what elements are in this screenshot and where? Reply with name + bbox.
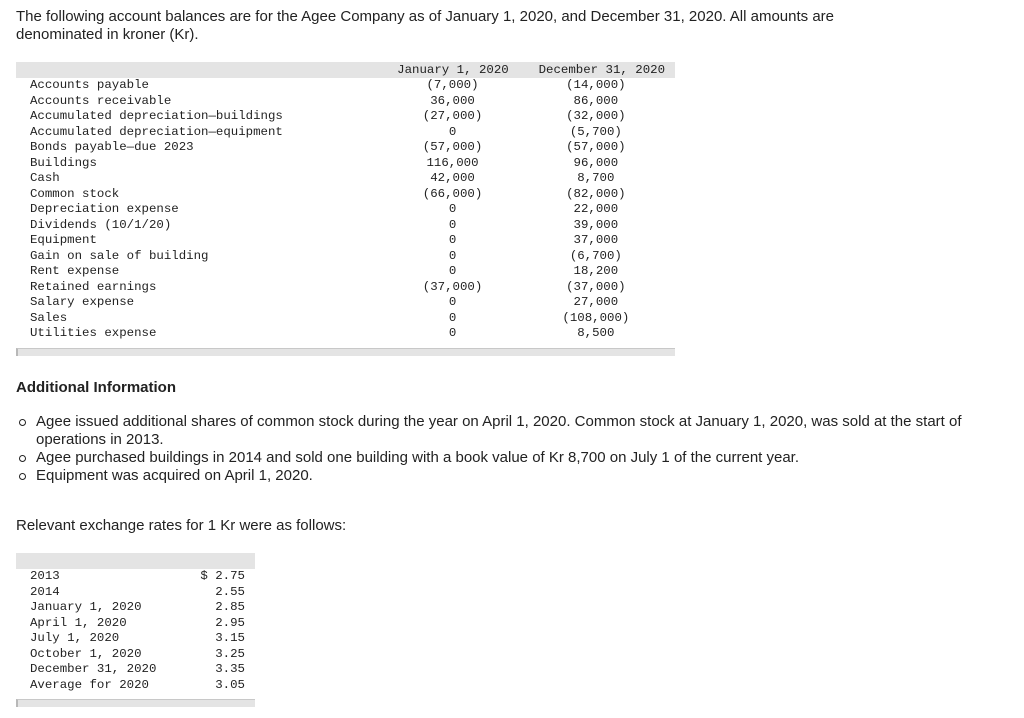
account-name: Depreciation expense <box>30 202 179 216</box>
dec-2020-balance: (14,000) <box>566 78 626 92</box>
dec-2020-balance: (82,000) <box>566 186 626 201</box>
account-name: Equipment <box>30 233 97 247</box>
jan-2020-balance: 0 <box>448 217 457 232</box>
jan-2020-balance: 0 <box>448 326 457 340</box>
jan-2020-balance: 116,000 <box>426 155 479 170</box>
rate-date: 2013 <box>30 569 60 583</box>
account-name: Accounts payable <box>30 78 149 92</box>
rate-row <box>16 569 255 585</box>
balances-table <box>16 62 675 342</box>
jan-2020-balance: 36,000 <box>430 93 475 108</box>
jan-2020-balance: 0 <box>448 295 457 309</box>
rate-date: July 1, 2020 <box>30 631 120 645</box>
balance-row <box>16 264 675 280</box>
dec-2020-balance: 86,000 <box>573 93 619 108</box>
jan-column-header: January 1, 2020 <box>388 62 516 78</box>
account-name: Rent expense <box>30 264 120 278</box>
account-name: Cash <box>30 171 60 185</box>
dec-2020-balance: 8,500 <box>577 326 615 340</box>
jan-2020-balance: 0 <box>448 310 457 325</box>
account-name: Sales <box>30 310 68 325</box>
rate-value: 2.95 <box>215 615 245 630</box>
jan-2020-balance: 0 <box>448 248 457 263</box>
jan-2020-balance: 0 <box>448 124 457 139</box>
rate-value: 2.85 <box>215 600 245 614</box>
jan-2020-balance: 42,000 <box>430 171 475 185</box>
rate-row <box>16 600 255 616</box>
rate-value: 3.35 <box>215 662 245 676</box>
account-name: Accumulated depreciation—equipment <box>30 124 283 139</box>
dec-2020-balance: (37,000) <box>566 279 626 294</box>
balance-row <box>16 202 675 218</box>
rate-date: October 1, 2020 <box>30 646 142 661</box>
dec-2020-balance: 37,000 <box>573 233 619 247</box>
balances-table-container <box>16 62 675 356</box>
dec-column-header: December 31, 2020 <box>517 62 675 78</box>
account-name: Bonds payable—due 2023 <box>30 140 194 154</box>
rate-value: $ 2.75 <box>200 569 245 583</box>
rate-date: 2014 <box>30 584 60 599</box>
intro-text: The following account balances are for the Agee Company as of January 1, 2020, and December 31, 2020. All amounts are denominated in kroner (Kr). <box>16 8 835 43</box>
balance-row <box>16 326 675 342</box>
jan-2020-balance: (27,000) <box>422 109 483 123</box>
additional-info-text: Agee issued additional shares of common stock during the year on April 1, 2020. Common stock at January 1, 2020, was sold at the start of operations in 2013. <box>36 413 962 448</box>
jan-2020-balance: (37,000) <box>422 279 483 294</box>
balance-row <box>16 187 675 203</box>
dec-2020-balance: 27,000 <box>573 295 619 309</box>
account-name: Buildings <box>30 155 97 170</box>
dec-2020-balance: (32,000) <box>566 109 626 123</box>
jan-2020-balance: (7,000) <box>426 78 479 92</box>
additional-info-item <box>36 449 996 467</box>
account-name: Accounts receivable <box>30 93 172 108</box>
balance-row <box>16 295 675 311</box>
additional-info-heading: Additional Information <box>16 379 176 396</box>
account-name: Salary expense <box>30 295 135 309</box>
rate-value: 3.05 <box>215 677 245 692</box>
balance-row <box>16 109 675 125</box>
rates-table-container <box>16 553 255 707</box>
exchange-rates-table <box>16 553 255 693</box>
account-name: Retained earnings <box>30 279 157 294</box>
balance-row <box>16 171 675 187</box>
account-name: Common stock <box>30 186 120 201</box>
rate-value: 2.55 <box>215 584 245 599</box>
balance-row <box>16 218 675 234</box>
dec-2020-balance: 39,000 <box>573 217 619 232</box>
balance-row <box>16 94 675 110</box>
account-name: Gain on sale of building <box>30 248 209 263</box>
bullet-icon <box>19 419 26 426</box>
dec-2020-balance: 96,000 <box>573 155 619 170</box>
balances-header-row <box>16 62 675 78</box>
rate-date: January 1, 2020 <box>30 600 142 614</box>
dec-2020-balance: 8,700 <box>577 171 615 185</box>
dec-2020-balance: (108,000) <box>562 310 630 325</box>
jan-2020-balance: 0 <box>448 264 457 278</box>
rate-row <box>16 616 255 632</box>
additional-info-text: Agee purchased buildings in 2014 and sold one building with a book value of Kr 8,700 on July 1 of the current year. <box>36 449 800 466</box>
jan-2020-balance: (57,000) <box>422 140 483 154</box>
additional-info-text: Equipment was acquired on April 1, 2020. <box>36 467 313 484</box>
balance-row <box>16 280 675 296</box>
rate-date: Average for 2020 <box>30 677 149 692</box>
rates-table-footer <box>16 699 255 707</box>
balance-row <box>16 78 675 94</box>
additional-info-list <box>16 413 996 485</box>
dec-2020-balance: (57,000) <box>566 140 626 154</box>
balance-row <box>16 249 675 265</box>
jan-2020-balance: 0 <box>448 233 457 247</box>
balance-row <box>16 156 675 172</box>
rate-row <box>16 647 255 663</box>
account-name: Utilities expense <box>30 326 157 340</box>
balance-row <box>16 140 675 156</box>
rates-header-row <box>16 553 255 569</box>
balances-table-footer <box>16 348 675 356</box>
dec-2020-balance: 18,200 <box>573 264 619 278</box>
rate-value: 3.25 <box>215 646 245 661</box>
additional-info-item <box>36 467 996 485</box>
additional-info-item <box>36 413 996 449</box>
bullet-icon <box>19 473 26 480</box>
dec-2020-balance: (6,700) <box>569 248 622 263</box>
balance-row <box>16 233 675 249</box>
dec-2020-balance: 22,000 <box>573 202 619 216</box>
rate-date: April 1, 2020 <box>30 615 127 630</box>
account-name: Dividends (10/1/20) <box>30 217 172 232</box>
rate-row <box>16 631 255 647</box>
account-name: Accumulated depreciation—buildings <box>30 109 283 123</box>
rate-row <box>16 678 255 694</box>
rate-row <box>16 662 255 678</box>
rate-value: 3.15 <box>215 631 245 645</box>
jan-2020-balance: 0 <box>448 202 457 216</box>
rate-date: December 31, 2020 <box>30 662 157 676</box>
rates-body <box>16 553 255 693</box>
balance-row <box>16 311 675 327</box>
balance-row <box>16 125 675 141</box>
bullet-icon <box>19 455 26 462</box>
rate-row <box>16 585 255 601</box>
account-column-header <box>16 62 388 78</box>
balances-body <box>16 78 675 342</box>
jan-2020-balance: (66,000) <box>422 186 483 201</box>
exchange-rates-intro: Relevant exchange rates for 1 Kr were as follows: <box>16 517 347 534</box>
dec-2020-balance: (5,700) <box>569 124 622 139</box>
